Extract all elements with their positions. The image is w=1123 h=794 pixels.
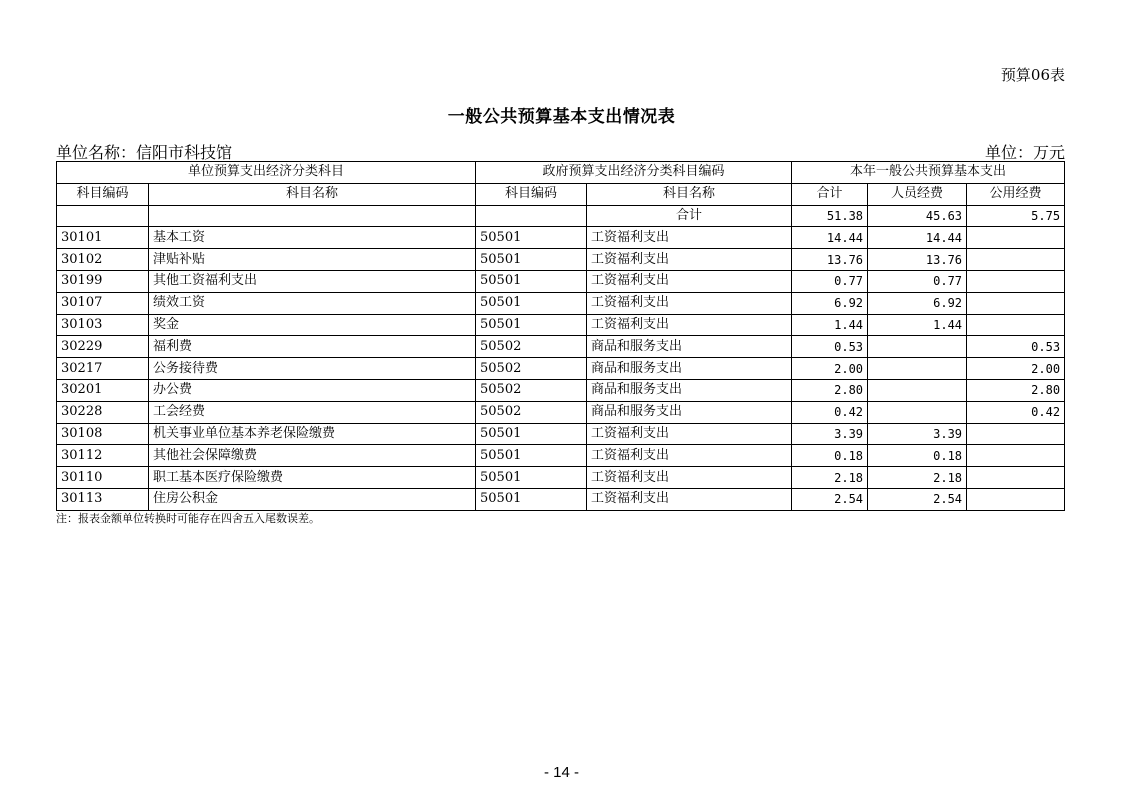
row-name: 基本工资 — [149, 227, 476, 249]
row-total: 0.18 — [792, 445, 868, 467]
row-code: 30228 — [57, 401, 149, 423]
row-name: 工会经费 — [149, 401, 476, 423]
header-basic-expenditure: 本年一般公共预算基本支出 — [792, 162, 1065, 184]
table-row — [57, 227, 1065, 249]
total-sum: 51.38 — [792, 205, 868, 227]
row-gov-name: 工资福利支出 — [587, 423, 792, 445]
total-label: 合计 — [587, 205, 792, 227]
row-personnel — [868, 336, 967, 358]
row-gov-name: 商品和服务支出 — [587, 358, 792, 380]
row-code: 30102 — [57, 249, 149, 271]
table-row — [57, 270, 1065, 292]
row-public: 0.53 — [967, 336, 1065, 358]
row-gov-code: 50501 — [476, 292, 587, 314]
table-row — [57, 336, 1065, 358]
total-row — [57, 205, 1065, 227]
row-public: 2.00 — [967, 358, 1065, 380]
row-personnel: 3.39 — [868, 423, 967, 445]
row-gov-code: 50501 — [476, 314, 587, 336]
row-public — [967, 249, 1065, 271]
row-code: 30201 — [57, 379, 149, 401]
row-code: 30107 — [57, 292, 149, 314]
row-personnel: 13.76 — [868, 249, 967, 271]
row-total: 0.77 — [792, 270, 868, 292]
page-number: - 14 - — [543, 764, 579, 781]
row-total: 2.00 — [792, 358, 868, 380]
row-personnel — [868, 358, 967, 380]
row-gov-code: 50501 — [476, 467, 587, 489]
header-unit-classification: 单位预算支出经济分类科目 — [57, 162, 476, 184]
row-public — [967, 488, 1065, 510]
row-personnel: 14.44 — [868, 227, 967, 249]
row-gov-code: 50501 — [476, 270, 587, 292]
row-public — [967, 467, 1065, 489]
row-public: 2.80 — [967, 379, 1065, 401]
table-row — [57, 379, 1065, 401]
row-total: 13.76 — [792, 249, 868, 271]
row-personnel: 1.44 — [868, 314, 967, 336]
row-public — [967, 292, 1065, 314]
header-gov-code: 科目编码 — [476, 183, 587, 205]
row-gov-code: 50502 — [476, 401, 587, 423]
table-row — [57, 249, 1065, 271]
row-code: 30110 — [57, 467, 149, 489]
form-number: 预算06表 — [1000, 66, 1065, 84]
budget-table — [56, 161, 1065, 511]
row-name: 公务接待费 — [149, 358, 476, 380]
table-row — [57, 467, 1065, 489]
total-gov-code-cell — [476, 205, 587, 227]
row-name: 职工基本医疗保险缴费 — [149, 467, 476, 489]
row-gov-code: 50502 — [476, 336, 587, 358]
row-gov-name: 工资福利支出 — [587, 488, 792, 510]
row-public — [967, 314, 1065, 336]
row-gov-name: 工资福利支出 — [587, 227, 792, 249]
header-group-row — [57, 162, 1065, 184]
row-personnel: 0.77 — [868, 270, 967, 292]
row-public — [967, 423, 1065, 445]
row-gov-name: 商品和服务支出 — [587, 401, 792, 423]
row-gov-name: 工资福利支出 — [587, 467, 792, 489]
row-code: 30103 — [57, 314, 149, 336]
row-public — [967, 227, 1065, 249]
row-gov-code: 50501 — [476, 227, 587, 249]
row-total: 14.44 — [792, 227, 868, 249]
row-name: 奖金 — [149, 314, 476, 336]
row-name: 住房公积金 — [149, 488, 476, 510]
row-name: 福利费 — [149, 336, 476, 358]
row-total: 0.42 — [792, 401, 868, 423]
row-name: 其他社会保障缴费 — [149, 445, 476, 467]
row-name: 机关事业单位基本养老保险缴费 — [149, 423, 476, 445]
row-gov-code: 50501 — [476, 445, 587, 467]
unit-name: 单位名称：信阳市科技馆 — [56, 143, 233, 162]
row-total: 6.92 — [792, 292, 868, 314]
row-gov-code: 50501 — [476, 488, 587, 510]
row-code: 30112 — [57, 445, 149, 467]
row-code: 30217 — [57, 358, 149, 380]
row-personnel: 6.92 — [868, 292, 967, 314]
row-gov-code: 50501 — [476, 249, 587, 271]
row-total: 0.53 — [792, 336, 868, 358]
row-name: 办公费 — [149, 379, 476, 401]
row-total: 2.18 — [792, 467, 868, 489]
table-row — [57, 423, 1065, 445]
total-name-cell — [149, 205, 476, 227]
total-code-cell — [57, 205, 149, 227]
footnote: 注：报表金额单位转换时可能存在四舍五入尾数误差。 — [56, 512, 320, 525]
row-total: 3.39 — [792, 423, 868, 445]
row-total: 2.54 — [792, 488, 868, 510]
table-row — [57, 445, 1065, 467]
row-gov-name: 商品和服务支出 — [587, 336, 792, 358]
header-total: 合计 — [792, 183, 868, 205]
row-public — [967, 270, 1065, 292]
row-personnel: 0.18 — [868, 445, 967, 467]
table-row — [57, 314, 1065, 336]
header-column-row — [57, 183, 1065, 205]
row-personnel: 2.18 — [868, 467, 967, 489]
row-total: 1.44 — [792, 314, 868, 336]
row-code: 30199 — [57, 270, 149, 292]
page-title: 一般公共预算基本支出情况表 — [447, 107, 676, 127]
row-gov-code: 50501 — [476, 423, 587, 445]
row-personnel — [868, 379, 967, 401]
header-code: 科目编码 — [57, 183, 149, 205]
row-name: 绩效工资 — [149, 292, 476, 314]
row-gov-name: 商品和服务支出 — [587, 379, 792, 401]
table-row — [57, 401, 1065, 423]
table-row — [57, 488, 1065, 510]
row-code: 30229 — [57, 336, 149, 358]
row-gov-name: 工资福利支出 — [587, 270, 792, 292]
row-gov-name: 工资福利支出 — [587, 249, 792, 271]
row-name: 其他工资福利支出 — [149, 270, 476, 292]
header-gov-classification: 政府预算支出经济分类科目编码 — [476, 162, 792, 184]
header-personnel: 人员经费 — [868, 183, 967, 205]
header-public: 公用经费 — [967, 183, 1065, 205]
row-code: 30101 — [57, 227, 149, 249]
row-total: 2.80 — [792, 379, 868, 401]
row-gov-name: 工资福利支出 — [587, 445, 792, 467]
row-gov-name: 工资福利支出 — [587, 292, 792, 314]
row-personnel: 2.54 — [868, 488, 967, 510]
row-gov-name: 工资福利支出 — [587, 314, 792, 336]
row-personnel — [868, 401, 967, 423]
row-code: 30108 — [57, 423, 149, 445]
row-public — [967, 445, 1065, 467]
row-gov-code: 50502 — [476, 358, 587, 380]
header-name: 科目名称 — [149, 183, 476, 205]
table-row — [57, 292, 1065, 314]
row-code: 30113 — [57, 488, 149, 510]
row-name: 津贴补贴 — [149, 249, 476, 271]
row-public: 0.42 — [967, 401, 1065, 423]
table-row — [57, 358, 1065, 380]
total-personnel: 45.63 — [868, 205, 967, 227]
row-gov-code: 50502 — [476, 379, 587, 401]
header-gov-name: 科目名称 — [587, 183, 792, 205]
total-public: 5.75 — [967, 205, 1065, 227]
currency-unit: 单位：万元 — [984, 143, 1065, 162]
